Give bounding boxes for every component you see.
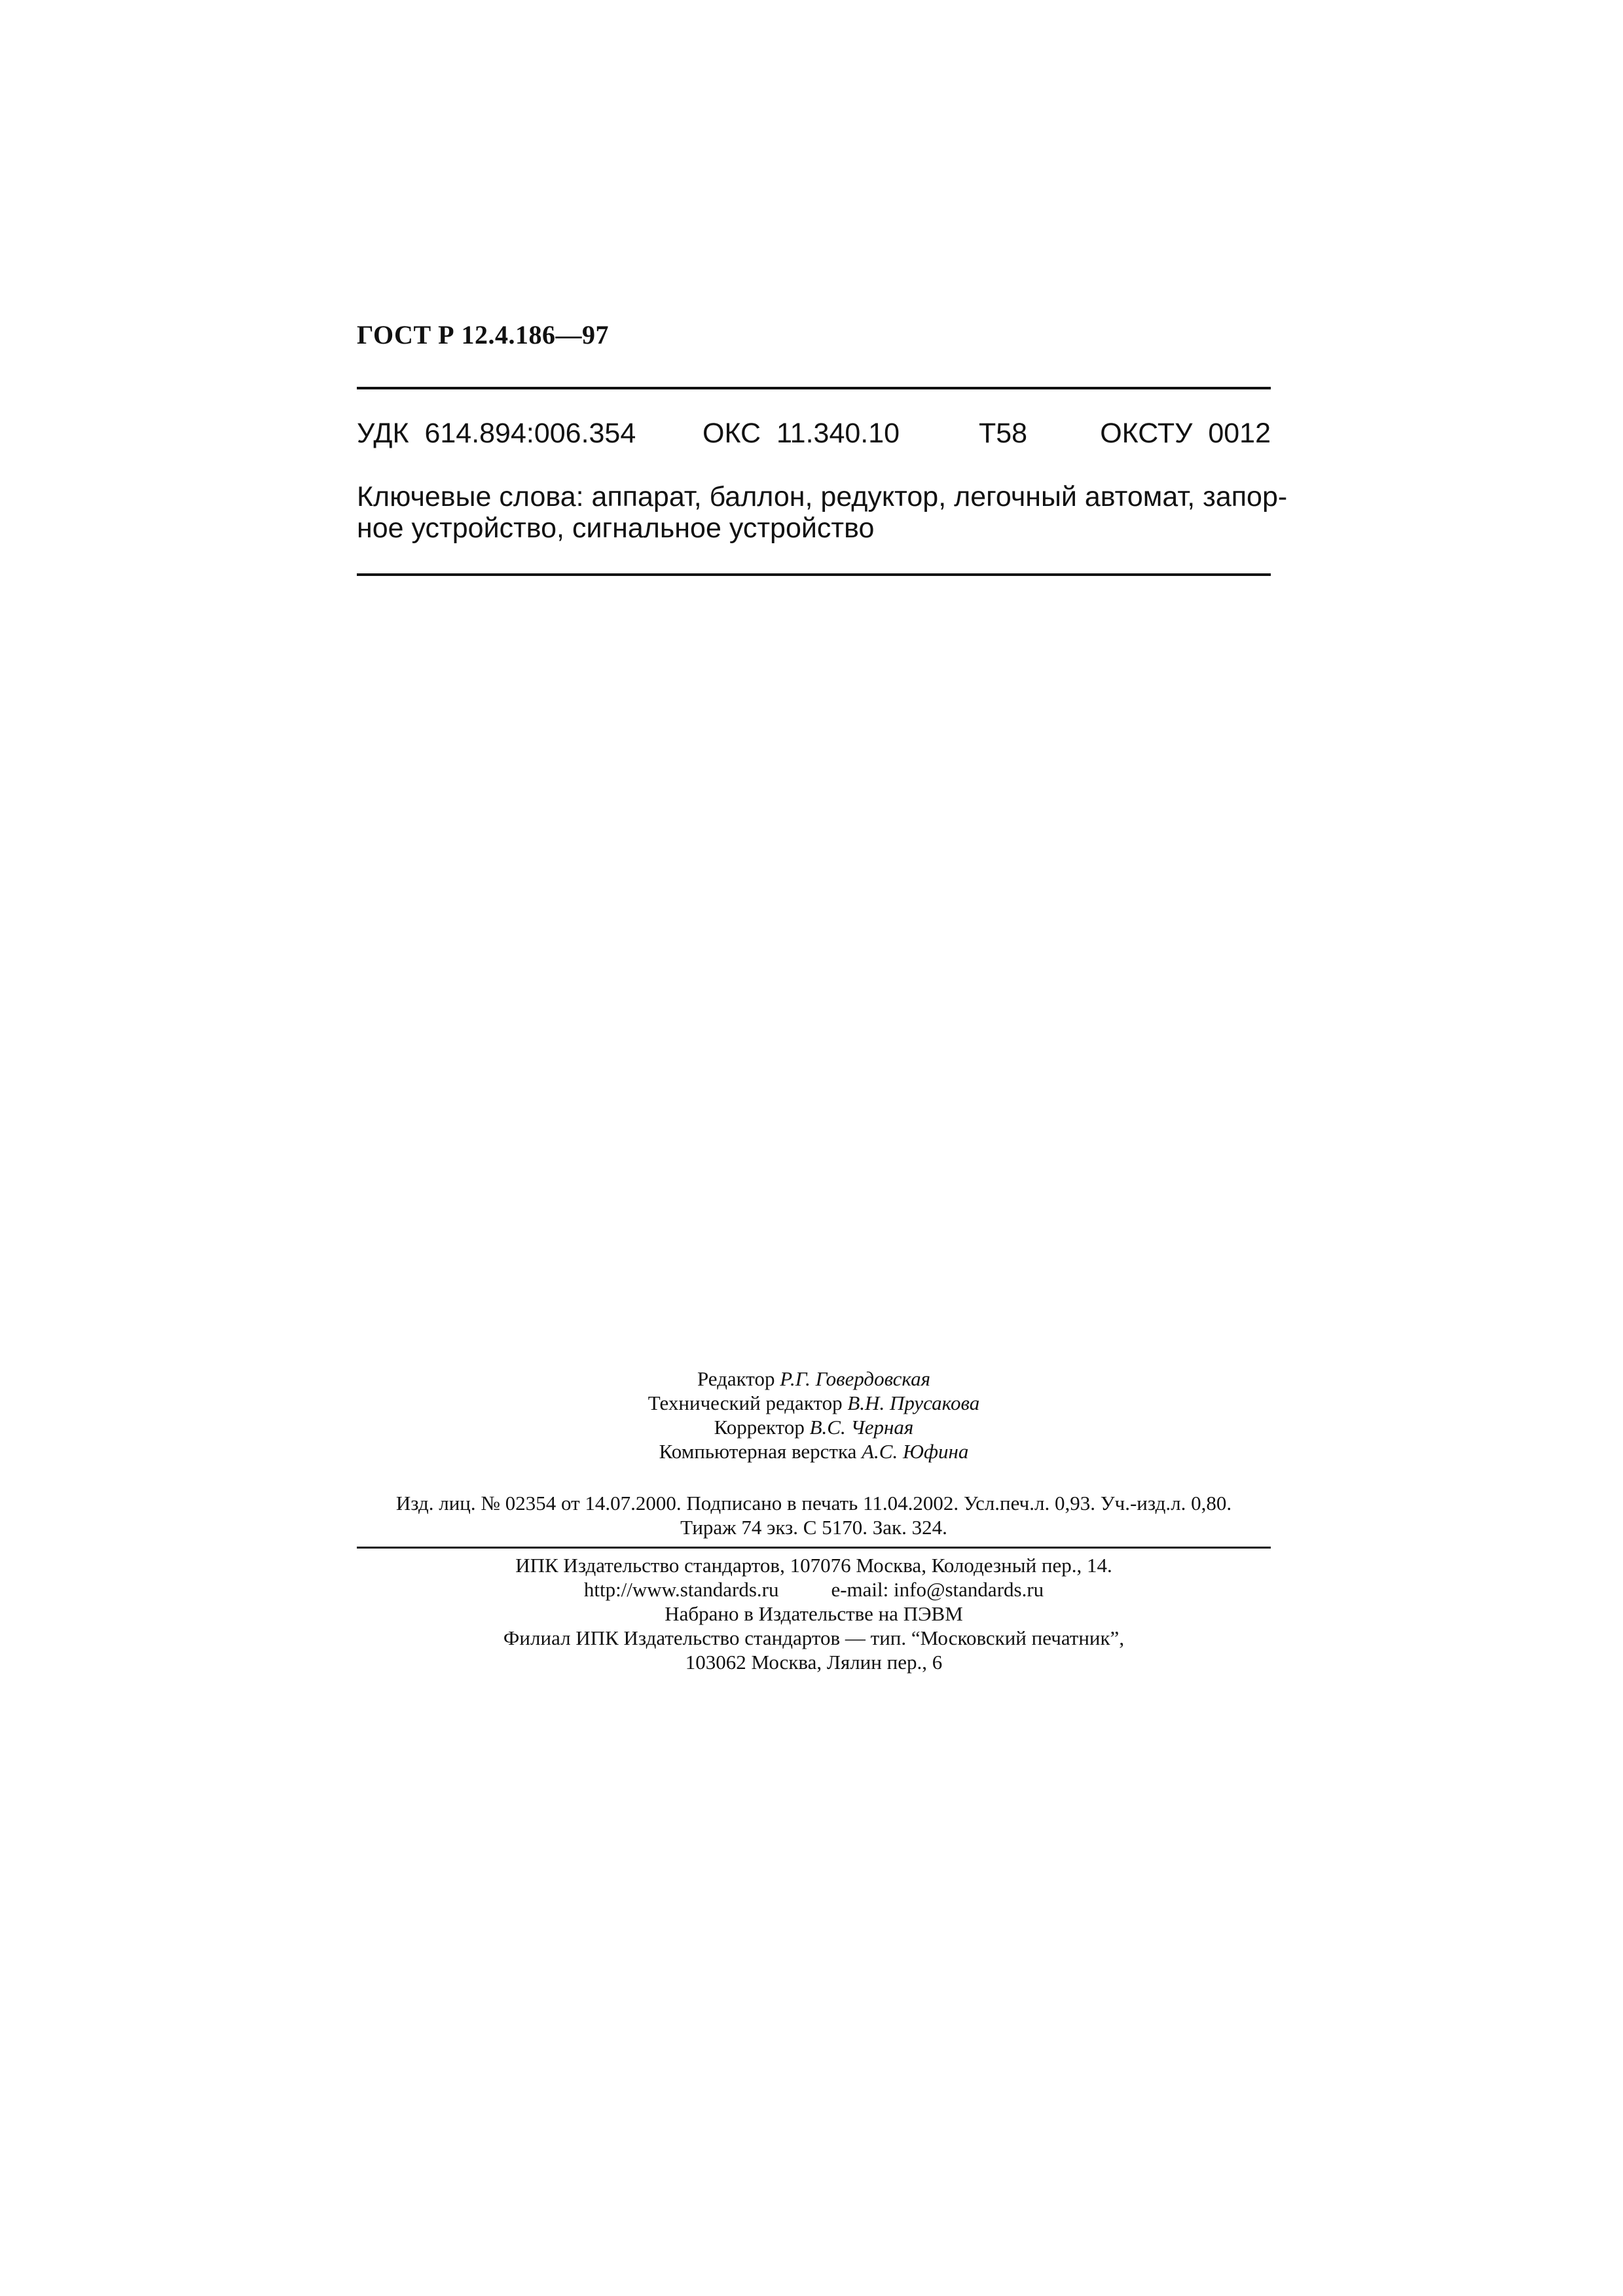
keywords-block [357,481,1288,544]
editor-name: Р.Г. Говердовская [780,1367,931,1390]
top-divider [357,387,1271,389]
standard-code-header: ГОСТ Р 12.4.186—97 [357,320,610,350]
tech-editor-row [357,1391,1271,1415]
email-link[interactable]: e-mail: info@standards.ru [831,1578,1044,1601]
udk-code: УДК 614.894:006.354 [357,418,636,449]
classification-row [357,418,1271,457]
corrector-row [357,1415,1271,1439]
tech-editor-name: В.Н. Прусакова [847,1391,980,1414]
tech-editor-label: Технический редактор [647,1391,843,1414]
layout-label: Компьютерная верстка [659,1440,857,1463]
imprint-block [357,1553,1271,1674]
corrector-name: В.С. Черная [809,1416,914,1439]
publication-line-1: Изд. лиц. № 02354 от 14.07.2000. Подписано в печать 11.04.2002. Усл.печ.л. 0,93. Уч.-изд.л. 0,80. [395,1492,1232,1515]
layout-name: А.С. Юфина [862,1440,969,1463]
credits-block [357,1367,1271,1463]
layout-row [357,1439,1271,1463]
oks-code: ОКС 11.340.10 [702,418,900,449]
publication-line-2: Тираж 74 экз. С 5170. Зак. 324. [680,1516,947,1539]
printer-address: 103062 Москва, Лялин пер., 6 [685,1651,943,1674]
publisher-address: ИПК Издательство стандартов, 107076 Москва, Колодезный пер., 14. [515,1554,1112,1577]
printer-name: Филиал ИПК Издательство стандартов — тип. “Московский печатник”, [503,1626,1125,1649]
imprint-divider [357,1547,1271,1549]
website-link[interactable]: http://www.standards.ru [583,1578,779,1601]
typeset-note: Набрано в Издательстве на ПЭВМ [665,1602,963,1625]
editor-label: Редактор [697,1367,775,1390]
keywords-line-1: Ключевые слова: аппарат, баллон, редуктор, легочный автомат, запор- [357,481,1288,512]
group-code: Т58 [979,418,1028,449]
keywords-line-2: ное устройство, сигнальное устройство [357,512,875,544]
okstu-code: ОКСТУ 0012 [1100,418,1271,449]
contacts-row [357,1577,1271,1602]
publication-info [357,1491,1271,1539]
keywords-divider [357,573,1271,576]
editor-row [357,1367,1271,1391]
corrector-label: Корректор [714,1416,805,1439]
